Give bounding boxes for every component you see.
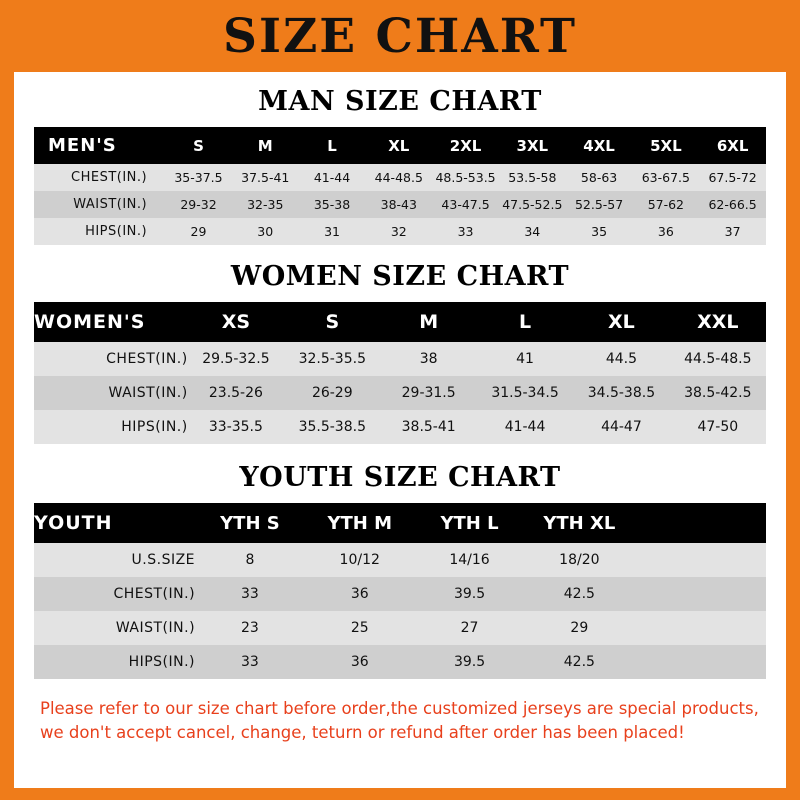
youth-header-xl: YTH XL bbox=[543, 512, 616, 534]
man-waist-3xl: 47.5-52.5 bbox=[502, 197, 563, 212]
women-table-header bbox=[34, 302, 766, 342]
man-section-title: MAN SIZE CHART bbox=[258, 86, 542, 117]
man-table-body bbox=[34, 164, 766, 245]
youth-hips-l: 39.5 bbox=[453, 654, 486, 670]
youth-table-body bbox=[34, 543, 766, 679]
women-header-m: M bbox=[419, 311, 439, 333]
table-header-row bbox=[34, 302, 766, 342]
women-chest-m: 38 bbox=[419, 351, 438, 367]
youth-row-label-chest: CHEST(IN.) bbox=[113, 586, 196, 602]
women-waist-xxl: 38.5-42.5 bbox=[684, 385, 752, 401]
youth-row-label-ussize: U.S.SIZE bbox=[131, 552, 196, 568]
man-chest-2xl: 48.5-53.5 bbox=[435, 170, 496, 185]
man-chest-3xl: 53.5-58 bbox=[508, 170, 557, 185]
youth-row-spacer bbox=[634, 611, 766, 645]
women-hips-xs: 33-35.5 bbox=[208, 419, 263, 435]
women-waist-xs: 23.5-26 bbox=[208, 385, 263, 401]
women-size-table bbox=[34, 302, 766, 444]
women-header-xl: XL bbox=[608, 311, 635, 333]
man-header-l: L bbox=[327, 136, 337, 155]
youth-hips-s: 33 bbox=[241, 654, 259, 670]
table-row bbox=[34, 611, 766, 645]
youth-header-label: YOUTH bbox=[34, 512, 113, 534]
youth-ussize-xl: 18/20 bbox=[559, 552, 600, 568]
youth-waist-m: 25 bbox=[350, 620, 369, 636]
man-chest-4xl: 58-63 bbox=[580, 170, 618, 185]
youth-header-l: YTH L bbox=[440, 512, 499, 534]
youth-row-spacer bbox=[634, 645, 766, 679]
women-table-body bbox=[34, 342, 766, 444]
footer-note-line2: we don't accept cancel, change, teturn or refund after order has been placed! bbox=[40, 722, 685, 742]
women-header-l: L bbox=[518, 311, 532, 333]
women-chest-xs: 29.5-32.5 bbox=[202, 351, 270, 367]
women-waist-xl: 34.5-38.5 bbox=[587, 385, 656, 401]
youth-size-table bbox=[34, 503, 766, 679]
youth-hips-xl: 42.5 bbox=[563, 654, 595, 670]
footer-note-line1: Please refer to our size chart before order,the customized jerseys are special products, bbox=[40, 699, 759, 718]
youth-ussize-m: 10/12 bbox=[339, 552, 380, 568]
man-chest-s: 35-37.5 bbox=[174, 170, 223, 185]
man-header-s: S bbox=[193, 136, 204, 155]
man-header-label: MEN'S bbox=[48, 135, 117, 156]
man-header-5xl: 5XL bbox=[650, 136, 682, 155]
man-hips-5xl: 36 bbox=[657, 224, 674, 239]
page-title: SIZE CHART bbox=[223, 8, 577, 64]
man-hips-6xl: 37 bbox=[724, 224, 741, 239]
man-waist-4xl: 52.5-57 bbox=[574, 197, 624, 212]
man-hips-l: 31 bbox=[324, 224, 340, 239]
youth-row-spacer bbox=[634, 543, 766, 577]
man-waist-l: 35-38 bbox=[313, 197, 351, 212]
bottom-accent-bar bbox=[0, 788, 800, 800]
women-hips-xxl: 47-50 bbox=[697, 419, 739, 435]
youth-chest-xl: 42.5 bbox=[563, 586, 595, 602]
man-waist-m: 32-35 bbox=[247, 197, 284, 212]
table-row bbox=[34, 577, 766, 611]
man-header-m: M bbox=[257, 136, 273, 155]
women-chest-xxl: 44.5-48.5 bbox=[684, 351, 752, 367]
man-header-xl: XL bbox=[388, 136, 410, 155]
women-waist-s: 26-29 bbox=[311, 385, 353, 401]
women-hips-xl: 44-47 bbox=[601, 419, 642, 435]
youth-header-m: YTH M bbox=[327, 512, 392, 534]
man-hips-2xl: 33 bbox=[457, 224, 474, 239]
man-row-label-chest: CHEST(IN.) bbox=[71, 170, 148, 185]
women-row-label-hips: HIPS(IN.) bbox=[121, 419, 188, 435]
women-chest-xl: 44.5 bbox=[605, 351, 637, 367]
youth-header-spacer bbox=[634, 503, 766, 543]
youth-section-title: YOUTH SIZE CHART bbox=[239, 462, 561, 493]
youth-table-header bbox=[34, 503, 766, 543]
women-chest-s: 32.5-35.5 bbox=[298, 351, 366, 367]
man-hips-4xl: 35 bbox=[591, 224, 608, 239]
youth-chest-l: 39.5 bbox=[453, 586, 486, 602]
women-waist-l: 31.5-34.5 bbox=[491, 385, 559, 401]
man-hips-xl: 32 bbox=[390, 224, 407, 239]
women-chest-l: 41 bbox=[516, 351, 534, 367]
man-waist-xl: 38-43 bbox=[380, 197, 417, 212]
table-row bbox=[34, 645, 766, 679]
youth-chest-s: 33 bbox=[241, 586, 259, 602]
youth-ussize-s: 8 bbox=[245, 552, 255, 568]
man-waist-6xl: 62-66.5 bbox=[708, 197, 757, 212]
youth-waist-s: 23 bbox=[241, 620, 259, 636]
man-waist-s: 29-32 bbox=[180, 197, 217, 212]
man-waist-2xl: 43-47.5 bbox=[441, 197, 490, 212]
man-waist-5xl: 57-62 bbox=[647, 197, 685, 212]
man-header-3xl: 3XL bbox=[516, 136, 549, 155]
table-row bbox=[34, 164, 766, 191]
man-header-4xl: 4XL bbox=[583, 136, 615, 155]
youth-row-spacer bbox=[634, 577, 766, 611]
women-header-xxl: XXL bbox=[697, 311, 739, 333]
table-row bbox=[34, 410, 766, 444]
page-banner bbox=[0, 0, 800, 72]
table-row bbox=[34, 543, 766, 577]
women-section-title: WOMEN SIZE CHART bbox=[230, 261, 570, 292]
women-hips-m: 38.5-41 bbox=[401, 419, 456, 435]
women-hips-l: 41-44 bbox=[504, 419, 546, 435]
youth-waist-l: 27 bbox=[460, 620, 479, 636]
women-waist-m: 29-31.5 bbox=[401, 385, 456, 401]
man-hips-m: 30 bbox=[257, 224, 274, 239]
youth-row-label-waist: WAIST(IN.) bbox=[115, 620, 196, 636]
man-row-label-hips: HIPS(IN.) bbox=[85, 224, 148, 239]
youth-waist-xl: 29 bbox=[570, 620, 589, 636]
man-chest-xl: 44-48.5 bbox=[374, 170, 423, 185]
women-row-label-waist: WAIST(IN.) bbox=[108, 385, 188, 401]
man-chest-l: 41-44 bbox=[313, 170, 351, 185]
table-row bbox=[34, 218, 766, 245]
women-hips-s: 35.5-38.5 bbox=[298, 419, 366, 435]
table-row bbox=[34, 376, 766, 410]
man-header-6xl: 6XL bbox=[716, 136, 749, 155]
chart-content bbox=[14, 86, 786, 745]
table-row bbox=[34, 191, 766, 218]
man-chest-6xl: 67.5-72 bbox=[708, 170, 757, 185]
women-row-label-chest: CHEST(IN.) bbox=[106, 351, 188, 367]
table-header-row bbox=[34, 503, 766, 543]
man-table-header bbox=[34, 127, 766, 164]
youth-hips-m: 36 bbox=[350, 654, 369, 670]
table-header-row bbox=[34, 127, 766, 164]
man-row-label-waist: WAIST(IN.) bbox=[73, 197, 148, 212]
man-size-table bbox=[34, 127, 766, 245]
footer-note bbox=[40, 697, 760, 745]
women-header-xs: XS bbox=[221, 311, 251, 333]
man-hips-s: 29 bbox=[190, 224, 207, 239]
youth-header-s: YTH S bbox=[220, 512, 280, 534]
man-header-2xl: 2XL bbox=[449, 136, 482, 155]
youth-chest-m: 36 bbox=[350, 586, 369, 602]
table-row bbox=[34, 342, 766, 376]
women-header-label: WOMEN'S bbox=[34, 311, 146, 333]
youth-ussize-l: 14/16 bbox=[449, 552, 490, 568]
man-chest-5xl: 63-67.5 bbox=[641, 170, 690, 185]
man-chest-m: 37.5-41 bbox=[241, 170, 290, 185]
man-hips-3xl: 34 bbox=[524, 224, 541, 239]
women-header-s: S bbox=[325, 311, 340, 333]
youth-row-label-hips: HIPS(IN.) bbox=[128, 654, 196, 670]
